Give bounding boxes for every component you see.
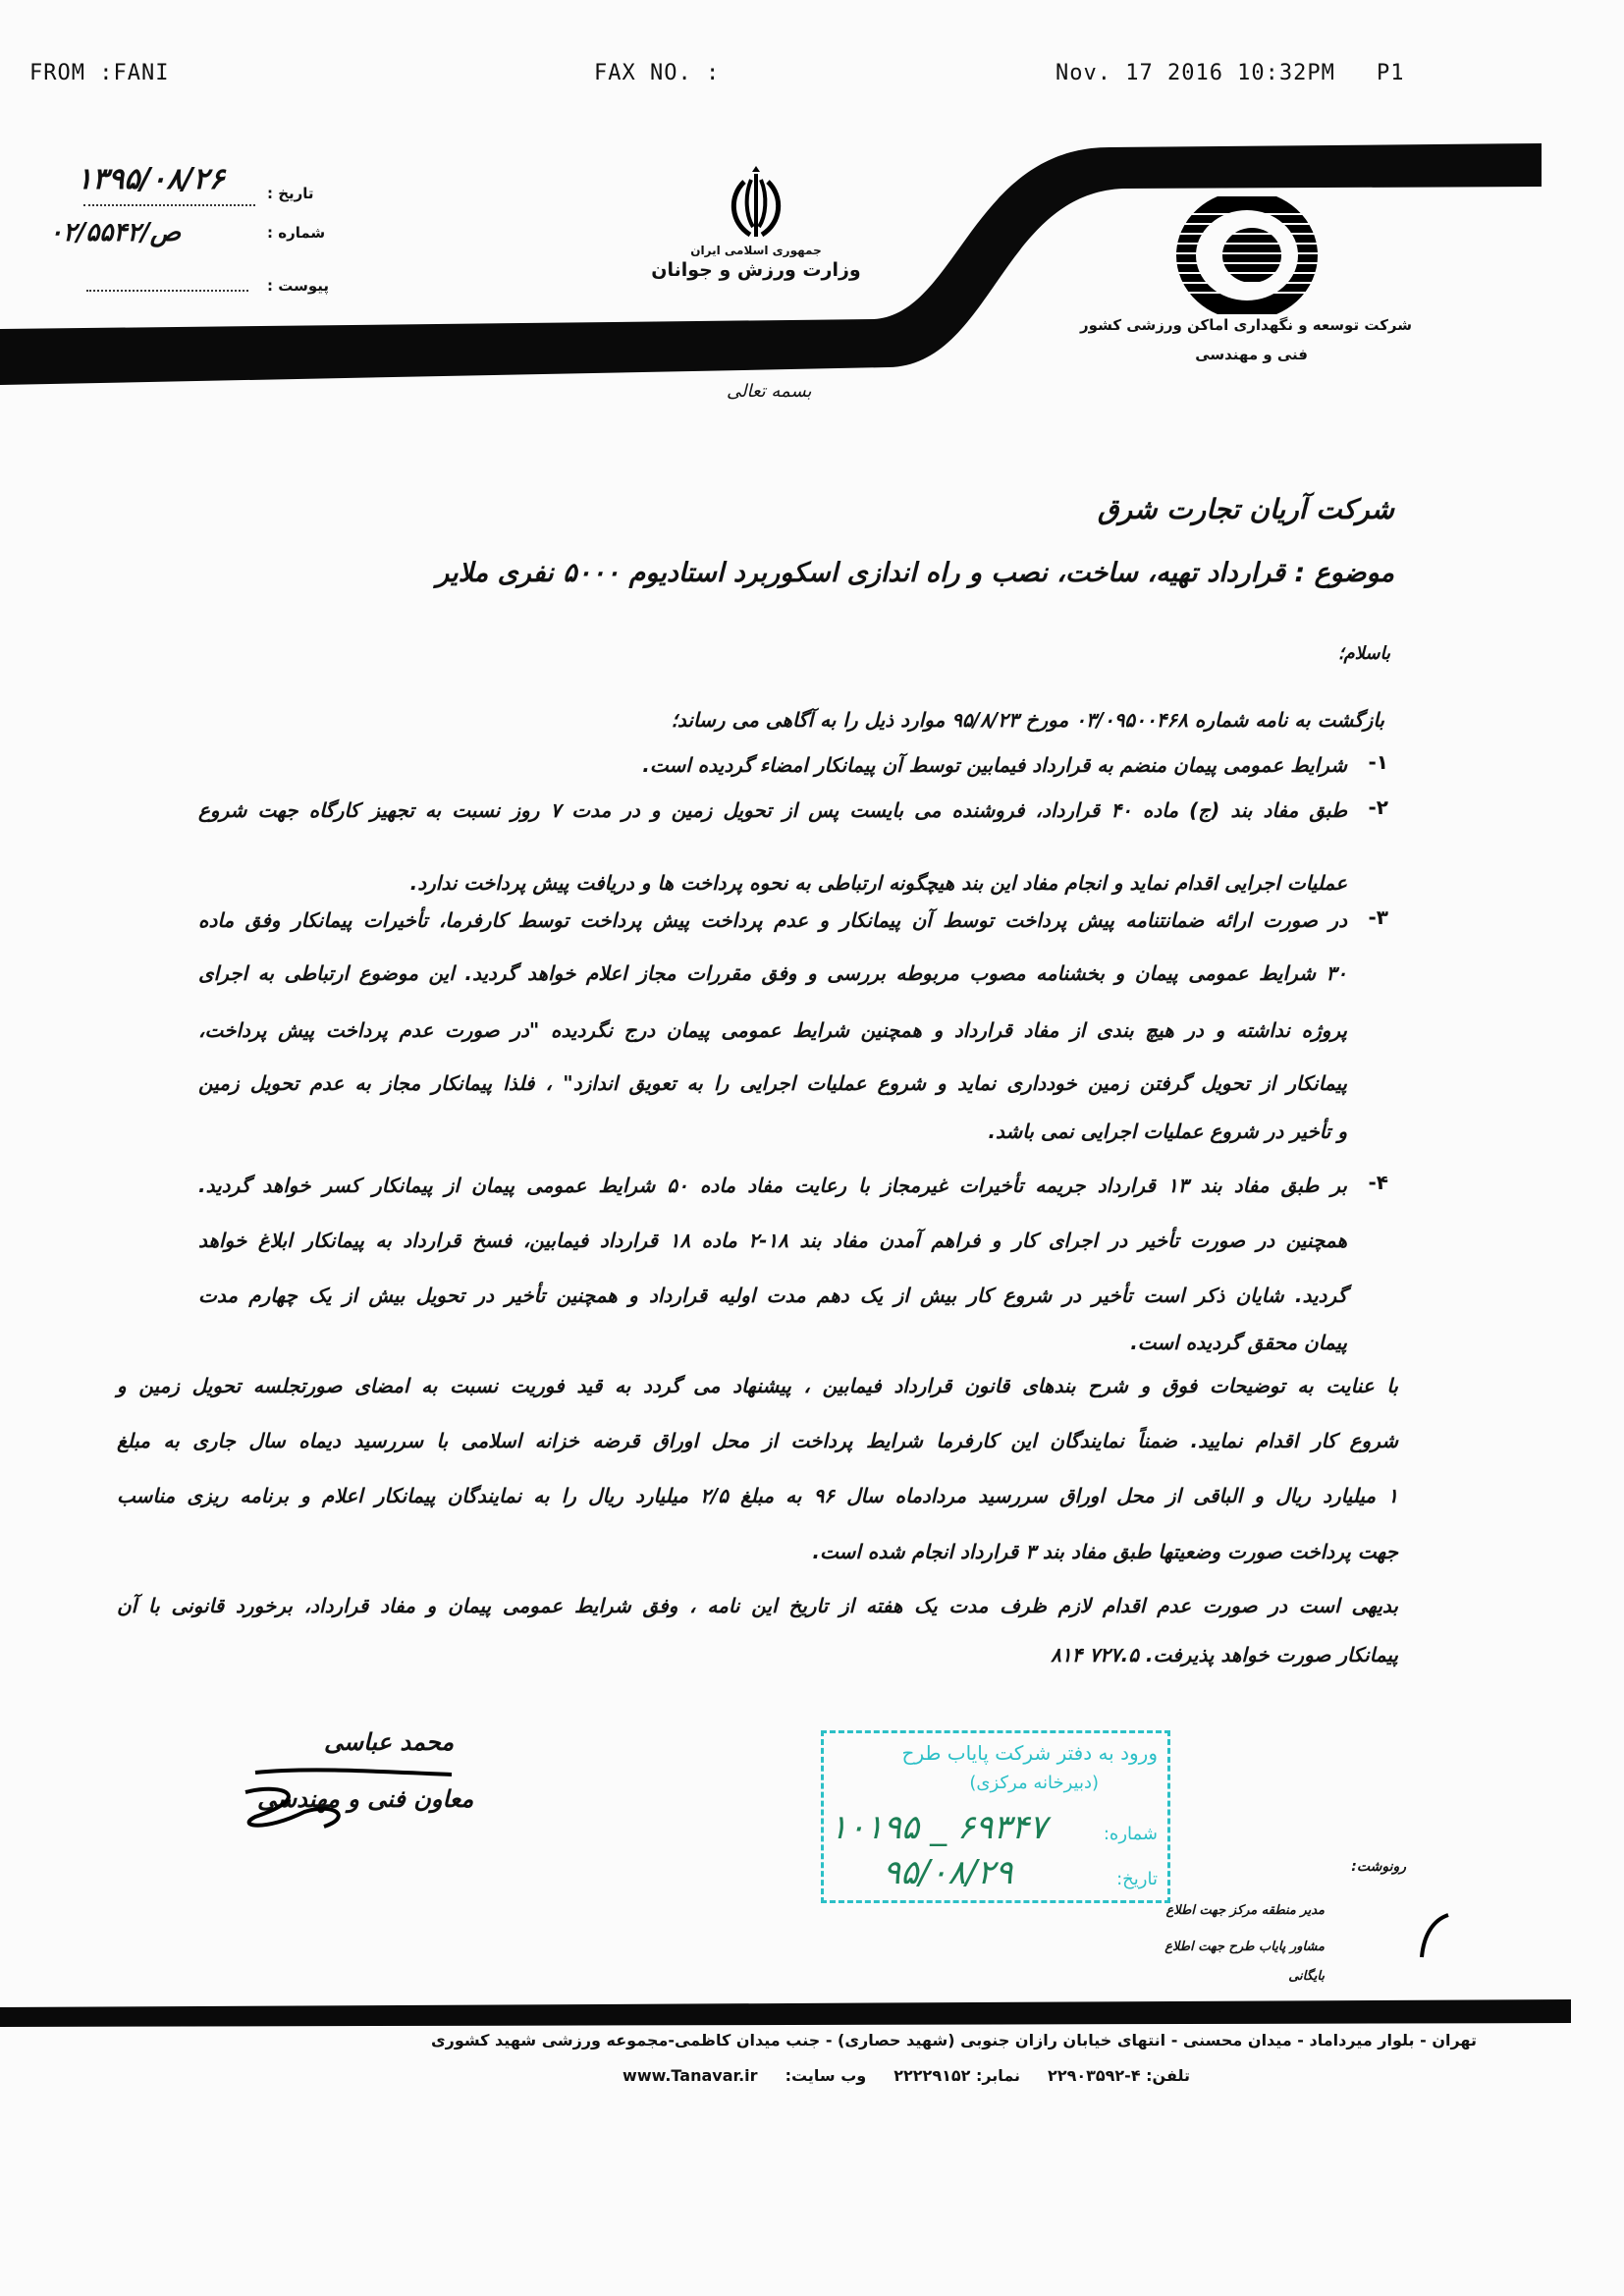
cc-item: مدیر منطقه مرکز جهت اطلاع [1165,1903,1325,1918]
item-3-line: پیمانکار از تحویل گرفتن زمین خودداری نماید و شروع عملیات اجرایی را به تعویق اندازد" ، فلذا پیمانکار مجاز به عدم تحویل زمین [198,1071,1347,1095]
item-number: ۴- [1368,1171,1388,1194]
item-3-line: ۳۰ شرایط عمومی پیمان و بخشنامه مصوب مربوطه بررسی و وفق مقررات مجاز اعلام خواهد گردید. این موضوع ارتباطی به اجرای [198,961,1347,985]
item-2-line: طبق مفاد بند (ج) ماده ۴۰ قرارداد، فروشنده می بایست پس از تحویل زمین و در مدت ۷ روز نسبت به تجهیز کارگاه جهت شروع [198,798,1348,822]
footer-fax: نمابر: ۲۲۲۲۹۱۵۲ [893,2066,1021,2085]
item-3-line: پروژه نداشته و در هیچ بندی از مفاد قرارداد و همچنین شرایط عمومی پیمان درج نگردیده "در صورت عدم پرداخت پیش پرداخت، [198,1018,1347,1042]
fax-from: FROM :FANI [29,61,170,85]
handwritten-mark-icon [1394,1910,1453,1969]
paragraph-line: با عنایت به توضیحات فوق و شرح بندهای قانون قرارداد فیمابین ، پیشنهاد می گردد به قید فوریت نسبت به امضای صورتجلسه تحویل زمین و [117,1374,1398,1397]
ministry-name: وزارت ورزش و جوانان [651,259,861,281]
item-number: ۱- [1368,750,1388,774]
company-name: شرکت توسعه و نگهداری اماکن ورزشی کشور [1080,316,1412,334]
item-1-line: شرایط عمومی پیمان منضم به قرارداد فیمابین توسط آن پیمانکار امضاء گردیده است. [642,753,1347,777]
closing-line: بدیهی است در صورت عدم اقدام لازم ظرف مدت یک هفته از تاریخ این نامه ، وفق شرایط عمومی پیمان و مفاد قرارداد، برخورد قانونی با آن [117,1594,1399,1617]
company-logo-icon [1168,196,1326,314]
item-number: ۳- [1368,905,1388,929]
paragraph-line: جهت پرداخت صورت وضعیتها طبق مفاد بند ۳ قرارداد انجام شده است. [812,1540,1398,1563]
item-4-line: گردید. شایان ذکر است تأخیر در شروع کار بیش از یک دهم مدت اولیه قرارداد و همچنین تأخیر در تحویل بیش از یک چهارم مدت [198,1284,1347,1307]
stamp-subtitle: (دبیرخانه مرکزی) [969,1773,1099,1793]
date-value: ۱۳۹۵/۰۸/۲۶ [77,162,225,196]
fax-datetime: Nov. 17 2016 10:32PM [1056,61,1335,85]
attachment-line [86,290,248,292]
number-value: ص/۰۲/۵۵۴۲ [49,218,182,247]
footer-website-label: وب سایت: [785,2066,867,2085]
item-4-line: بر طبق مفاد بند ۱۳ قرارداد جریمه تأخیرات غیرمجاز با رعایت مفاد ماده ۵۰ شرایط عمومی پیمان از پیمانکار کسر خواهد گردید. [198,1174,1347,1197]
footer-address: تهران - بلوار میرداماد - میدان محسنی - انتهای خیابان رازان جنوبی (شهید حصاری) - جنب میدان کاظمی-مجموعه ورزشی شهید کشوری [430,2031,1477,2050]
date-underline [83,204,255,206]
item-4-line: پیمان محقق گردیده است. [1130,1331,1347,1354]
letterhead-band [0,0,1624,412]
cc-item: بایگانی [1288,1969,1325,1984]
ministry-country: جمهوری اسلامی ایران [690,244,822,257]
stamp-number-value: ۱۰۱۹۵ _ ۶۹۳۴۷ [830,1808,1048,1847]
paragraph-line: شروع کار اقدام نمایید. ضمناً نمایندگان این کارفرما شرایط پرداخت از محل اوراق قرضه خزانه اسلامی با سررسید دیماه سال جاری به مبلغ [117,1429,1398,1452]
receipt-stamp [821,1730,1170,1903]
cc-label: رونوشت: [1351,1859,1406,1875]
attachment-label: پیوست : [267,277,330,295]
invocation: بسمه تعالی [727,381,812,402]
number-label: شماره : [267,224,326,242]
item-4-line: همچنین در صورت تأخیر در اجرای کار و فراهم آمدن مفاد بند ۱۸-۲ ماده ۱۸ قرارداد فیمابین، فسخ قرارداد به پیمانکار ابلاغ خواهد [198,1229,1348,1252]
stamp-date-value: ۹۵/۰۸/۲۹ [883,1853,1013,1892]
recipient: شرکت آریان تجارت شرق [1097,493,1394,525]
closing-line: پیمانکار صورت خواهد پذیرفت. ۷۲۷.۵ ۸۱۴ [1051,1643,1398,1667]
intro-line: بازگشت به نامه شماره ۰۳/۰۹۵۰۰۴۶۸ مورخ ۹۵/۸/۲۳ موارد ذیل را به آگاهی می رساند؛ [671,708,1384,732]
item-3-line: و تأخیر در شروع عملیات اجرایی نمی باشد. [988,1120,1347,1143]
signatory-name: محمد عباسی [324,1728,455,1756]
paragraph-line: ۱ میلیارد ریال و الباقی از محل اوراق سررسید مردادماه سال ۹۶ به مبلغ ۲/۵ میلیارد ریال را به نمایندگان پیمانکار اعلام و برنامه ریزی مناسب [117,1484,1398,1507]
item-number: ۲- [1368,795,1388,819]
greeting: باسلام؛ [1337,643,1390,664]
stamp-date-label: تاریخ: [1116,1869,1158,1889]
stamp-number-label: شماره: [1103,1824,1158,1844]
footer-website[interactable]: www.Tanavar.ir [623,2066,758,2085]
footer-contact [623,2066,1190,2085]
subject: موضوع : قرارداد تهیه، ساخت، نصب و راه اندازی اسکوربرد استادیوم ۵۰۰۰ نفری ملایر [436,558,1394,588]
footer-phone: تلفن: ۴-۲۲۹۰۳۵۹۲ [1048,2066,1190,2085]
iran-emblem-icon [725,162,787,241]
item-2-line: عملیات اجرایی اقدام نماید و انجام مفاد این بند هیچگونه ارتباطی به نحوه پرداخت ها و دریافت پیش پرداخت ندارد. [409,871,1347,895]
fax-number: FAX NO. : [594,61,721,85]
signatory-title: معاون فنی و مهندسی [257,1785,474,1813]
company-department: فنی و مهندسی [1195,346,1308,363]
cc-item: مشاور پایاب طرح جهت اطلاع [1164,1940,1325,1954]
item-3-line: در صورت ارائه ضمانتنامه پیش پرداخت توسط آن پیمانکار و عدم پرداخت پیش پرداخت توسط کارفرما، تأخیرات پیمانکار وفق ماده [198,908,1347,932]
date-label: تاریخ : [267,185,314,202]
fax-page: P1 [1377,61,1405,85]
stamp-title: ورود به دفتر شرکت پایاب طرح [901,1741,1158,1765]
footer-band [0,1994,1624,2033]
signature-scribble-icon [226,1763,461,1841]
